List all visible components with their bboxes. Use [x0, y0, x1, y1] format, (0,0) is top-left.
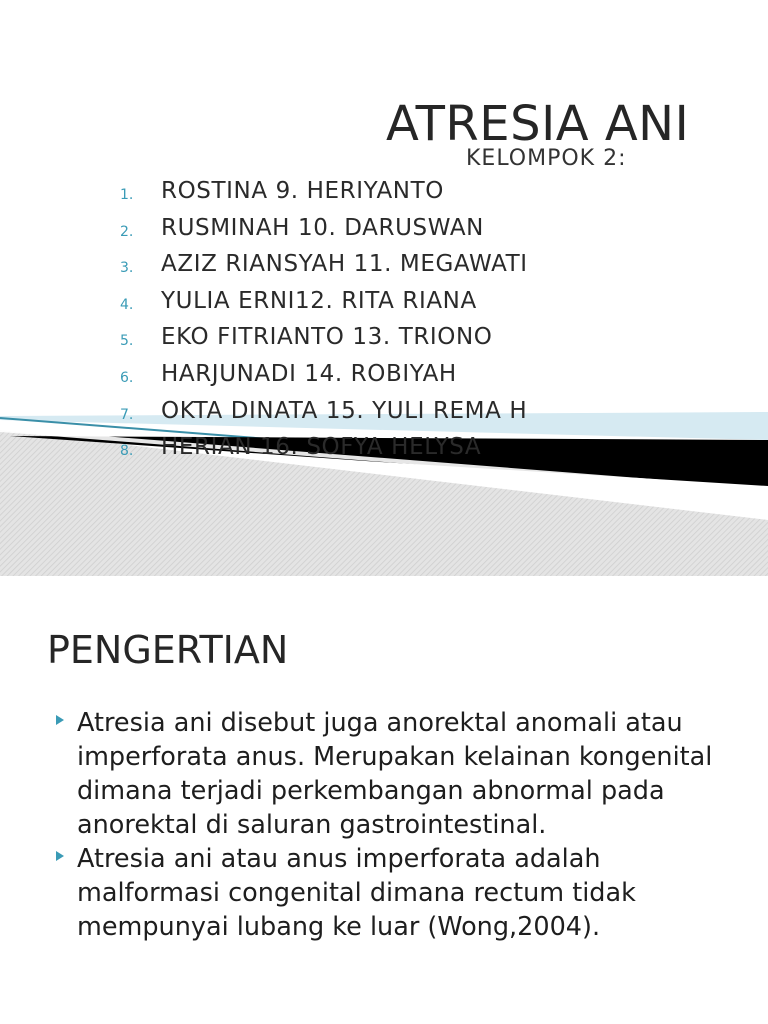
group-subtitle: KELOMPOK 2:	[466, 146, 627, 171]
list-number: 1.	[120, 187, 134, 203]
slide-title: ATRESIA ANI	[386, 96, 690, 152]
list-number: 5.	[120, 333, 134, 349]
member-names: YULIA ERNI12. RITA RIANA	[161, 288, 477, 314]
list-number: 7.	[120, 407, 134, 423]
list-number: 6.	[120, 370, 134, 386]
list-number: 2.	[120, 224, 134, 240]
member-names: AZIZ RIANSYAH 11. MEGAWATI	[161, 251, 528, 277]
member-names: HERIAN 16. SOFYA HELYSA	[161, 434, 482, 460]
member-names: ROSTINA 9. HERIYANTO	[161, 178, 444, 204]
bullet-text: Atresia ani atau anus imperforata adalah malformasi congenital dimana rectum tidak mempunyai lubang ke luar (Wong,2004).	[77, 844, 636, 942]
member-names: OKTA DINATA 15. YULI REMA H	[161, 398, 528, 424]
member-names: HARJUNADI 14. ROBIYAH	[161, 361, 457, 387]
list-item	[0, 842, 768, 944]
bullet-arrow-icon	[56, 715, 64, 725]
bullet-text: Atresia ani disebut juga anorektal anomali atau imperforata anus. Merupakan kelainan kongenital dimana terjadi perkembangan abnormal pada anorektal di saluran gastrointestinal.	[77, 708, 713, 840]
list-item	[0, 706, 768, 842]
list-number: 8.	[120, 443, 134, 459]
list-number: 4.	[120, 297, 134, 313]
definition-slide	[0, 576, 768, 1024]
bullet-list	[0, 706, 768, 944]
member-names: EKO FITRIANTO 13. TRIONO	[161, 324, 493, 350]
list-number: 3.	[120, 260, 134, 276]
bullet-arrow-icon	[56, 851, 64, 861]
section-heading: PENGERTIAN	[47, 628, 289, 672]
member-names: RUSMINAH 10. DARUSWAN	[161, 215, 484, 241]
